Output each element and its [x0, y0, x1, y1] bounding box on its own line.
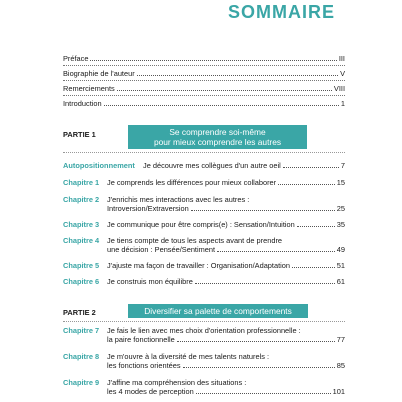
part-1-banner: [128, 125, 307, 149]
dot-leader: [297, 226, 335, 227]
toc-label: Introduction: [63, 99, 102, 108]
chapter-label: Autopositionnement: [63, 161, 135, 170]
entry-text: J'ajuste ma façon de travailler : Organisation/Adaptation: [107, 261, 290, 270]
chapter-label: Chapitre 8: [63, 352, 100, 361]
banner-line: pour mieux comprendre les autres: [153, 137, 282, 147]
dot-leader: [217, 251, 335, 252]
entry-text: les fonctions orientées: [107, 361, 181, 370]
entry-text: J'affine ma compréhension des situations :: [107, 378, 247, 387]
dot-leader: [278, 184, 335, 185]
entry-text: Je m'ouvre à la diversité de mes talents naturels :: [107, 352, 270, 361]
banner-line: Diversifier sa palette de comportements: [144, 306, 292, 316]
separator: [63, 321, 345, 322]
toc-label: Biographie de l'auteur: [63, 69, 135, 78]
toc-page: 25: [336, 204, 345, 213]
toc-page: 77: [336, 335, 345, 344]
dot-leader: [117, 90, 332, 91]
dot-leader: [191, 210, 335, 211]
entry-text: la paire fonctionnelle: [107, 335, 175, 344]
part-1-label: PARTIE 1: [63, 130, 96, 139]
toc-page: V: [340, 69, 345, 78]
dot-leader: [196, 393, 331, 394]
entry-text: Je comprends les différences pour mieux collaborer: [107, 178, 277, 187]
toc-page: 101: [332, 387, 345, 396]
dot-leader: [177, 341, 335, 342]
dot-leader: [137, 75, 338, 76]
separator: [63, 80, 345, 81]
entry-text: Je fais le lien avec mes choix d'orientation professionnelle :: [107, 326, 301, 335]
entry-text: Introversion/Extraversion: [107, 204, 189, 213]
entry-text: Je tiens compte de tous les aspects avant de prendre: [107, 236, 283, 245]
toc-page: 1: [340, 99, 345, 108]
banner-line: Se comprendre soi-même: [169, 127, 266, 137]
chapter-label: Chapitre 7: [63, 326, 100, 335]
chapter-label: Chapitre 6: [63, 277, 100, 286]
separator: [63, 65, 345, 66]
dot-leader: [183, 367, 335, 368]
chapter-label: Chapitre 5: [63, 261, 100, 270]
toc-page: 15: [336, 178, 345, 187]
entry-text: les 4 modes de perception: [107, 387, 194, 396]
dot-leader: [104, 105, 339, 106]
entry-text: Je communique pour être compris(e) : Sensation/Intuition: [107, 220, 295, 229]
toc-page: 49: [336, 245, 345, 254]
toc-row-preface[interactable]: [63, 54, 345, 63]
dot-leader: [292, 267, 335, 268]
entry-text: Je découvre mes collègues d'un autre oeil: [143, 161, 281, 170]
chapter-label: Chapitre 2: [63, 195, 100, 204]
separator: [63, 152, 345, 153]
entry-text: J'enrichis mes interactions avec les autres :: [107, 195, 250, 204]
toc-page: 7: [340, 161, 345, 170]
toc-row-biographie[interactable]: [63, 69, 345, 78]
dot-leader: [90, 60, 336, 61]
page-title: SOMMAIRE: [228, 2, 335, 22]
part-2-label: PARTIE 2: [63, 308, 96, 317]
separator: [63, 95, 345, 96]
toc-page: III: [338, 54, 345, 63]
chapter-label: Chapitre 3: [63, 220, 100, 229]
toc-label: Préface: [63, 54, 89, 63]
toc-page: 61: [336, 277, 345, 286]
dot-leader: [195, 283, 335, 284]
chapter-label: Chapitre 4: [63, 236, 100, 245]
toc-label: Remerciements: [63, 84, 115, 93]
entry-text: Je construis mon équilibre: [107, 277, 193, 286]
chapter-label: Chapitre 1: [63, 178, 100, 187]
entry-text: une décision : Pensée/Sentiment: [107, 245, 216, 254]
toc-page: 85: [336, 361, 345, 370]
toc-row-introduction[interactable]: [63, 99, 345, 108]
toc-page: 35: [336, 220, 345, 229]
toc-row-remerciements[interactable]: [63, 84, 345, 93]
part-2-banner: [128, 304, 308, 318]
toc-page: VIII: [333, 84, 345, 93]
toc-page: 51: [336, 261, 345, 270]
chapter-label: Chapitre 9: [63, 378, 100, 387]
dot-leader: [283, 167, 339, 168]
